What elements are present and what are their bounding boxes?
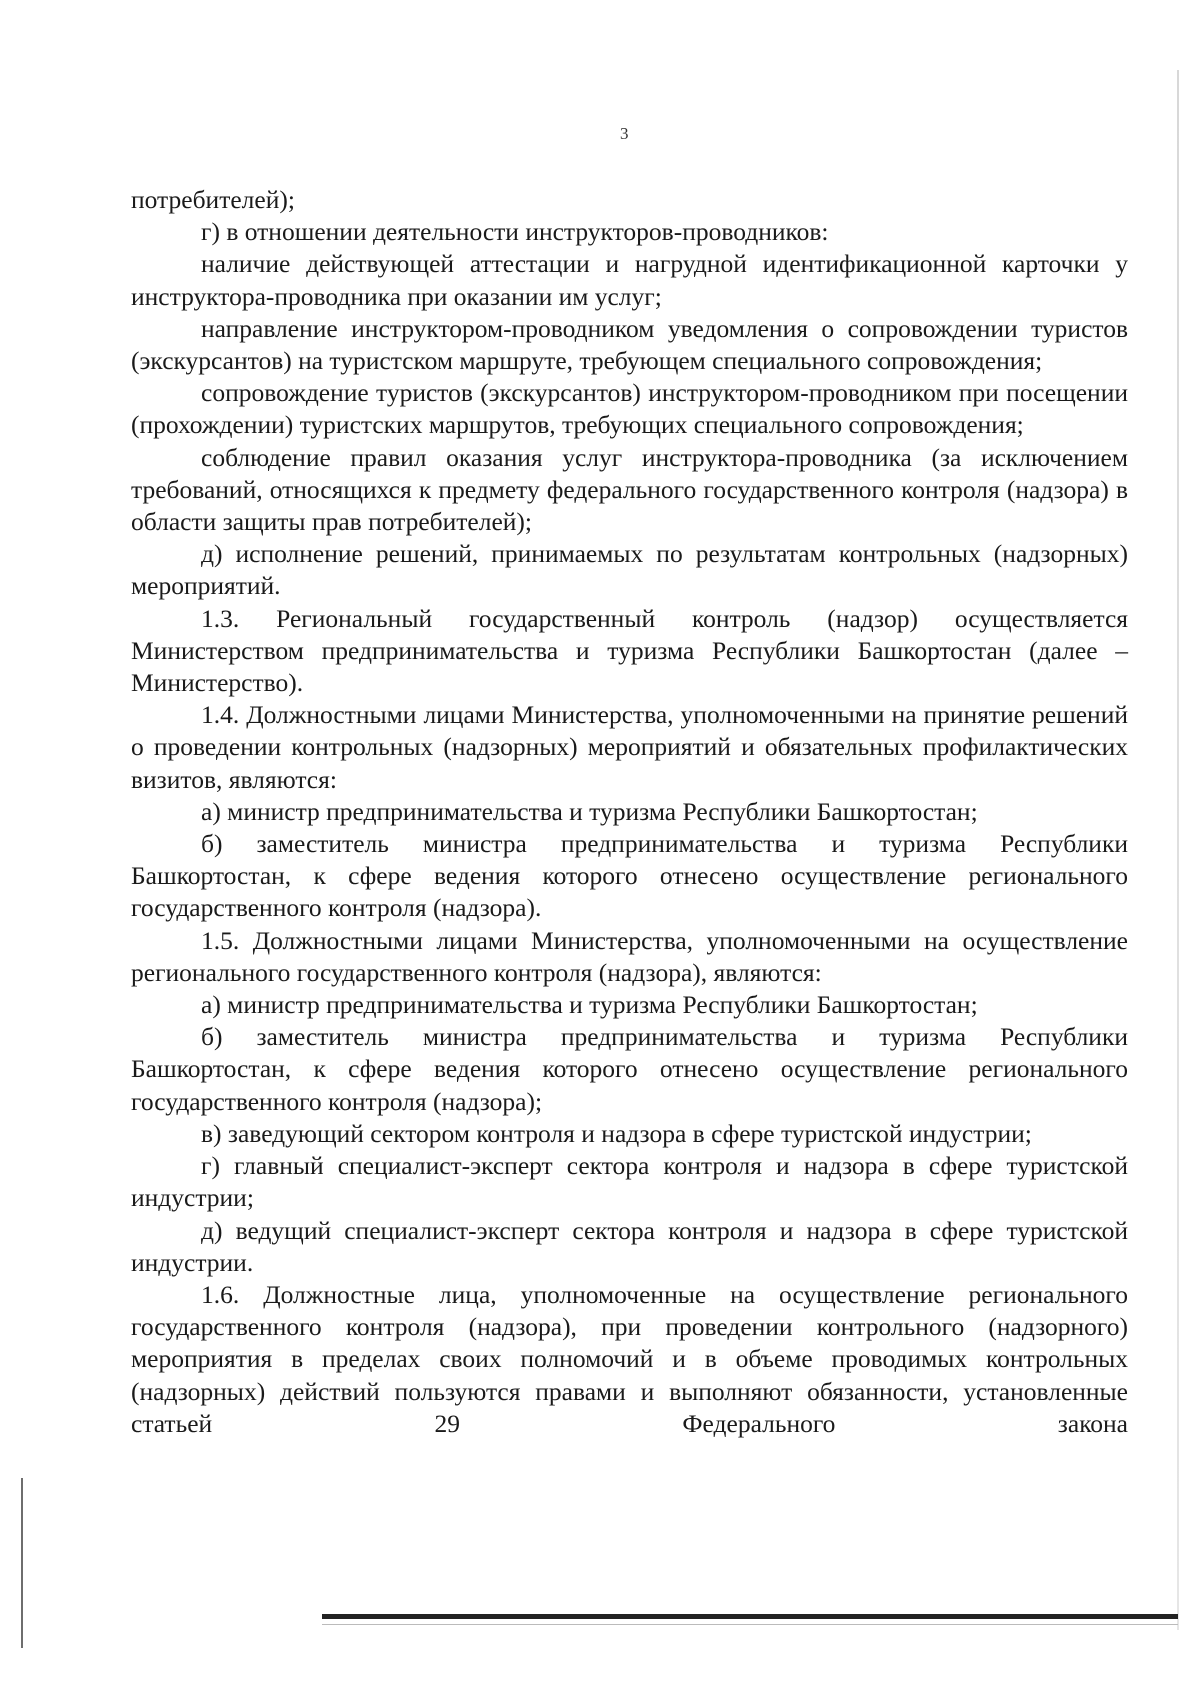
scan-left-mark xyxy=(21,1478,23,1648)
paragraph: б) заместитель министра предпринимательства и туризма Республики Башкортостан, к сфере ведения которого отнесено осуществление регионального государственного контроля (надзора); xyxy=(131,1022,1128,1116)
paragraph: потребителей); xyxy=(131,185,295,214)
paragraph: наличие действующей аттестации и нагрудной идентификационной карточки у инструктора-проводника при оказании им услуг; xyxy=(131,249,1128,311)
bottom-rule xyxy=(322,1614,1178,1619)
paragraph: г) в отношении деятельности инструкторов-проводников: xyxy=(201,217,829,247)
paragraph: 1.6. Должностные лица, уполномоченные на осуществление регионального государственного контроля (надзора), при проведении контрольного (надзорного) мероприятия в пределах своих полномочий и в объеме проводимых контрольных (надзорных) действий пользуются правами и выполняют обязанности, установленные статьей 29 Федерального закона xyxy=(131,1279,1128,1438)
paragraph: д) исполнение решений, принимаемых по результатам контрольных (надзорных) мероприятий. xyxy=(131,539,1128,601)
scan-right-edge xyxy=(1177,70,1179,1630)
paragraph: в) заведующий сектором контроля и надзора в сфере туристской индустрии; xyxy=(201,1118,1032,1148)
paragraph: 1.5. Должностными лицами Министерства, уполномоченными на осуществление регионального государственного контроля (надзора), являются: xyxy=(131,925,1128,987)
paragraph: б) заместитель министра предпринимательства и туризма Республики Башкортостан, к сфере ведения которого отнесено осуществление регионального государственного контроля (надзора). xyxy=(131,829,1128,923)
paragraph: д) ведущий специалист-эксперт сектора контроля и надзора в сфере туристской индустрии. xyxy=(131,1215,1128,1277)
document-body xyxy=(131,184,1128,1440)
page-number: 3 xyxy=(620,124,629,143)
paragraph: 1.4. Должностными лицами Министерства, уполномоченными на принятие решений о проведении контрольных (надзорных) мероприятий и обязательных профилактических визитов, являются: xyxy=(131,700,1128,794)
paragraph: а) министр предпринимательства и туризма Республики Башкортостан; xyxy=(201,990,978,1020)
paragraph: сопровождение туристов (экскурсантов) инструктором-проводником при посещении (прохождении) туристских маршрутов, требующих специального сопровождения; xyxy=(131,378,1128,440)
bottom-rule-thin xyxy=(322,1624,1178,1625)
paragraph: 1.3. Региональный государственный контроль (надзор) осуществляется Министерством предпринимательства и туризма Республики Башкортостан (далее – Министерство). xyxy=(131,603,1128,698)
paragraph: соблюдение правил оказания услуг инструктора-проводника (за исключением требований, относящихся к предмету федерального государственного контроля (надзора) в области защиты прав потребителей); xyxy=(131,442,1128,537)
paragraph: а) министр предпринимательства и туризма Республики Башкортостан; xyxy=(201,796,978,826)
paragraph: направление инструктором-проводником уведомления о сопровождении туристов (экскурсантов) на туристском маршруте, требующем специального сопровождения; xyxy=(131,313,1128,376)
paragraph: г) главный специалист-эксперт сектора контроля и надзора в сфере туристской индустрии; xyxy=(131,1151,1128,1213)
